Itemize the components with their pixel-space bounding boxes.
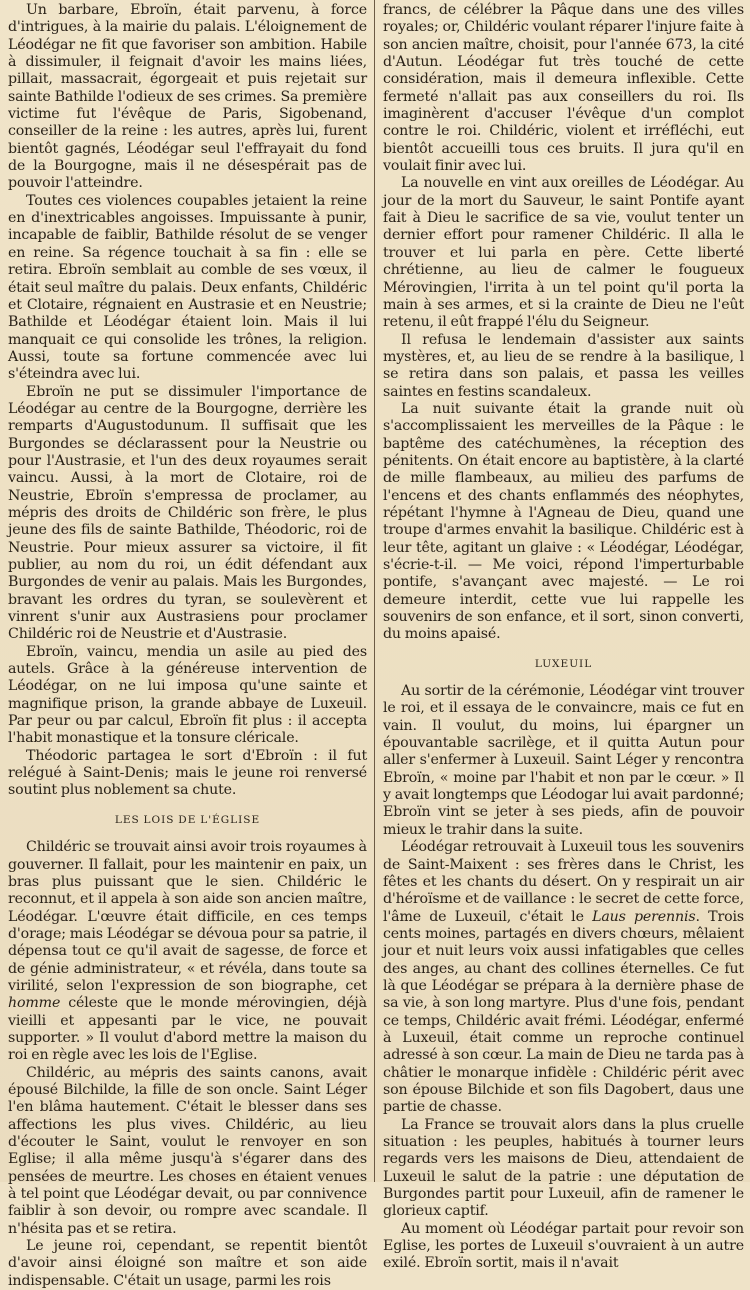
right-column	[375, 0, 750, 1272]
column-divider	[374, 0, 375, 1182]
paragraph: La France se trouvait alors dans la plus cruelle situation : les peuples, habitués à tourner leurs regards vers les maisons de Dieu, attendaient de Luxeuil le salut de la patrie : une députation de Burgondes partit pour Luxeuil, afin de ramener le glorieux captif.	[383, 1116, 744, 1220]
paragraph: Il refusa le lendemain d'assister aux saints mystères, et, au lieu de se rendre à la basilique, l se retira dans son palais, et passa les veilles saintes en festins scandaleux.	[383, 331, 744, 400]
italic-text: homme	[8, 995, 61, 1012]
paragraph: Le jeune roi, cependant, se repentit bientôt d'avoir ainsi éloigné son maître et son aide indispensable. C'était un usage, parmi les rois	[8, 1238, 367, 1289]
left-column	[0, 0, 375, 1289]
text-run: céleste que le monde mérovingien, déjà vieilli et appesanti par le vice, ne pouvait supporter. » Il voulut d'abord mettre la maison du roi en règle avec les lois de l'Eglise.	[8, 995, 367, 1064]
text-run: Léodégar retrouvait à Luxeuil tous les souvenirs de Saint-Maixent : ses frères dans le Christ, les fêtes et les chants du désert. On y respirait un air d'héroïsme et de vaillance : le secret de cette force, l'âme de Luxeuil, c'était le	[383, 839, 744, 925]
paragraph	[383, 839, 744, 1117]
text-run: Childéric se trouvait ainsi avoir trois royaumes à gouverner. Il fallait, pour les maintenir en paix, un bras plus puissant que le sien. Childéric le reconnut, et il appela à son aide son ancien maître, Léodégar. L'œuvre était difficile, en ces temps d'orage; mais Léodégar se dévoua pour sa patrie, il dépensa tout ce qu'il avait de sagesse, de force et de génie administrateur, « et révéla, dans toute sa virilité, selon l'expression de son biographe, cet	[8, 839, 367, 994]
text-run: . Trois cents moines, partagés en divers chœurs, mêlaient jour et nuit leurs voix aussi infatigables que celles des anges, au chant des collines éternelles. Ce fut là que Léodégar se prépara à la dernière phase de sa vie, à son long martyre. Plus d'une fois, pendant ce temps, Childéric avait frémi. Léodégar, enfermé à Luxeuil, était comme un reproche continuel adressé à son cœur. La main de Dieu ne tarda pas à châtier le monarque infidèle : Childéric périt avec son épouse Bilchide et son fils Dagobert, daus une partie de chasse.	[383, 908, 744, 1116]
paragraph: Au sortir de la cérémonie, Léodégar vint trouver le roi, et il essaya de le convaincre, mais ce fut en vain. Il voulut, du moins, lui épargner un épouvantable sacrilège, et il quitta Autun pour aller s'enfermer à Luxeuil. Saint Léger y rencontra Ebroïn, « moine par l'habit et non par le cœur. » Il y avait longtemps que Léodogar lui avait pardonné; Ebroïn vint se jeter à ses pieds, afin de pouvoir mieux le trahir dans la suite.	[383, 683, 744, 838]
section-heading-lois-eglise: LES LOIS DE L'ÉGLISE	[114, 813, 261, 826]
paragraph: Ebroïn ne put se dissimuler l'importance de Léodégar au centre de la Bourgogne, derrière les remparts d'Augustodunum. Il suffisait que les Burgondes se déclarassent pour la Neustrie ou pour l'Austrasie, et l'un des deux royaumes serait vaincu. Aussi, à la mort de Clotaire, roi de Neustrie, Ebroïn s'empressa de proclamer, au mépris des droits de Childéric son frère, le plus jeune des fils de sainte Bathilde, Théodoric, roi de Neustrie. Pour mieux assurer sa victoire, il fit publier, au nom du roi, un édit défendant aux Burgondes de venir au palais. Mais les Burgondes, bravant les ordres du tyran, se soulevèrent et vinrent s'unir aux Austrasiens pour proclamer Childéric roi de Neustrie et d'Austrasie.	[8, 383, 367, 643]
paragraph: Ebroïn, vaincu, mendia un asile au pied des autels. Grâce à la généreuse intervention de Léodégar, on ne lui imposa qu'une sainte et magnifique prison, la grande abbaye de Luxeuil. Par peur ou par calcul, Ebroïn fit plus : il accepta l'habit monastique et la tonsure cléricale.	[8, 643, 367, 747]
paragraph: francs, de célébrer la Pâque dans une des villes royales; or, Childéric voulant réparer l'injure faite à son ancien maître, choisit, pour l'année 673, la cité d'Autun. Léodégar fut très touché de cette considération, mais il demeura inflexible. Cette fermeté n'allait pas aux conseillers du roi. Ils imaginèrent d'accuser l'évêque d'un complot contre le roi. Childéric, violent et irréfléchi, eut bientôt accueilli tous ces bruits. Il jura qu'il en voulait finir avec lui.	[383, 2, 744, 175]
paragraph: Toutes ces violences coupables jetaient la reine en d'inextricables angoisses. Impuissante à punir, incapable de faiblir, Bathilde résolut de se venger en reine. Sa régence touchait à sa fin : elle se retira. Ebroïn semblait au comble de ses vœux, il était seul maître du palais. Deux enfants, Childéric et Clotaire, régnaient en Austrasie et en Neustrie; Bathilde et Léodégar étaient loin. Mais il lui manquait ce qui consolide les trônes, la religion. Aussi, toute sa fortune commencée avec lui s'éteindra avec lui.	[8, 192, 367, 383]
paragraph: Théodoric partagea le sort d'Ebroïn : il fut relégué à Saint-Denis; mais le jeune roi renversé soutint plus noblement sa chute.	[8, 747, 367, 799]
paragraph	[8, 839, 367, 1064]
section-heading-luxeuil: LUXEUIL	[534, 657, 593, 670]
paragraph: Un barbare, Ebroïn, était parvenu, à force d'intrigues, à la mairie du palais. L'éloignement de Léodégar ne fit que favoriser son ambition. Habile à dissimuler, il feignait d'avoir les mains liées, pillait, massacrait, égorgeait et puis rejetait sur sainte Bathilde l'odieux de ses crimes. Sa première victime fut l'évêque de Paris, Sigobenand, conseiller de la reine : les autres, après lui, furent bientôt gagnés, Léodégar seul l'effrayait du fond de la Bourgogne, mais il ne désespérait pas de pouvoir l'atteindre.	[8, 2, 367, 192]
italic-text: Laus perennis	[592, 908, 696, 925]
paragraph: La nouvelle en vint aux oreilles de Léodégar. Au jour de la mort du Sauveur, le saint Pontife ayant fait à Dieu le sacrifice de sa vie, voulut tenter un dernier effort pour ramener Childéric. Il alla le trouver et lui parla en père. Cette liberté chrétienne, au lieu de calmer le fougueux Mérovingien, l'irrita à un tel point qu'il porta la main à ses armes, et si la crainte de Dieu ne l'eût retenu, il eût frappé l'élu du Seigneur.	[383, 175, 744, 331]
paragraph: La nuit suivante était la grande nuit où s'accomplissaient les merveilles de la Pâque : le baptême des catéchumènes, la réception des pénitents. On était encore au baptistère, à la clarté de mille flambeaux, au milieu des parfums de l'encens et des chants enflammés des néophytes, répétant l'hymne à l'Agneau de Dieu, quand une troupe d'armes envahit la basilique. Childéric est à leur tête, agitant un glaive : « Léodégar, Léodégar, s'écrie-t-il. — Me voici, répond l'imperturbable pontife, s'avançant avec majesté. — Le roi demeure interdit, cette vue lui rappelle les souvenirs de son enfance, et il sort, sinon converti, du moins apaisé.	[383, 400, 744, 643]
paragraph: Childéric, au mépris des saints canons, avait épousé Bilchilde, la fille de son oncle. Saint Léger l'en blâma hautement. C'était le blesser dans ses affections les plus vives. Childéric, au lieu d'écouter le Saint, voulut le renvoyer en son Eglise; il alla même jusqu'à s'égarer dans des pensées de meurtre. Les choses en étaient venues à tel point que Léodégar devait, ou par connivence faiblir à son devoir, ou rompre avec scandale. Il n'hésita pas et se retira.	[8, 1064, 367, 1237]
paragraph: Au moment où Léodégar partait pour revoir son Eglise, les portes de Luxeuil s'ouvraient à un autre exilé. Ebroïn sortit, mais il n'avait	[383, 1220, 744, 1272]
